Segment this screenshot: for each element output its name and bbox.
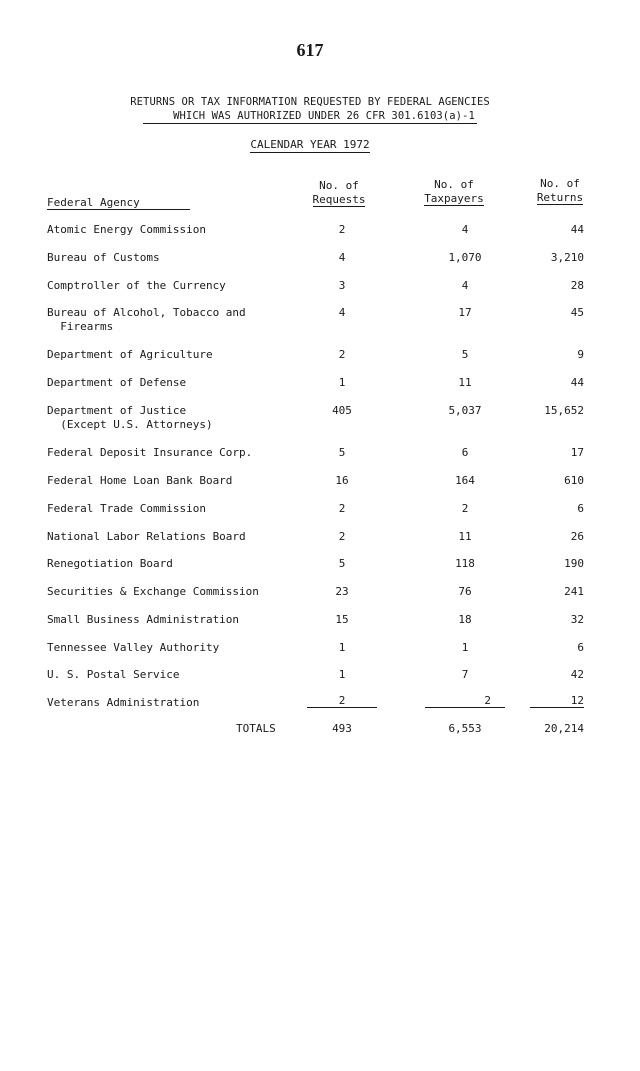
- requests-cell: 5: [338, 446, 346, 459]
- table-row: [0, 376, 640, 404]
- table-row: [0, 694, 640, 722]
- agency-cell: Department of Defense: [47, 376, 187, 389]
- returns-column-header: [530, 177, 590, 205]
- taxpayers-cell: 18: [458, 613, 472, 626]
- agency-cell: Federal Deposit Insurance Corp.: [47, 446, 253, 459]
- table-row: [0, 613, 640, 641]
- requests-header-line2: Requests: [312, 193, 366, 206]
- requests-cell: 1: [338, 668, 346, 681]
- taxpayers-cell: 1,070: [448, 251, 482, 264]
- requests-total: 493: [332, 722, 352, 735]
- returns-header-line1: No. of: [540, 177, 580, 190]
- returns-cell: 190: [564, 557, 584, 570]
- agency-cell: Bureau of Customs: [47, 251, 160, 264]
- table-row: [0, 279, 640, 307]
- requests-cell: 16: [335, 474, 349, 487]
- agency-cell: National Labor Relations Board: [47, 530, 246, 543]
- returns-cell: 15,652: [544, 404, 584, 417]
- taxpayers-cell: 4: [461, 279, 469, 292]
- requests-column-header: [305, 179, 373, 207]
- agency-cell: Veterans Administration: [47, 696, 200, 709]
- requests-cell: [300, 694, 384, 708]
- agency-cell: Tennessee Valley Authority: [47, 641, 220, 654]
- taxpayers-cell: 6: [461, 446, 469, 459]
- requests-cell: 1: [338, 641, 346, 654]
- subtitle-wrap: [0, 138, 620, 151]
- requests-cell: 405: [332, 404, 352, 417]
- returns-cell: 9: [577, 348, 584, 361]
- table-row: [0, 668, 640, 696]
- returns-cell: [520, 694, 584, 708]
- requests-cell: 2: [338, 502, 346, 515]
- title-line-2-wrap: [0, 110, 620, 124]
- returns-cell: 42: [570, 668, 584, 681]
- requests-cell: 3: [338, 279, 346, 292]
- table-row: [0, 641, 640, 669]
- agency-cell: Federal Home Loan Bank Board: [47, 474, 233, 487]
- taxpayers-cell: 4: [461, 223, 469, 236]
- taxpayers-cell: 2: [461, 502, 469, 515]
- totals-label: TOTALS: [236, 722, 276, 735]
- taxpayers-cell: [410, 694, 520, 708]
- requests-header-line1: No. of: [319, 179, 359, 192]
- returns-cell: 241: [564, 585, 584, 598]
- table-row: [0, 530, 640, 558]
- totals-row: [0, 722, 640, 750]
- returns-total: 20,214: [544, 722, 584, 735]
- taxpayers-cell: 164: [455, 474, 475, 487]
- taxpayers-cell: 7: [461, 668, 469, 681]
- agency-cell: Renegotiation Board: [47, 557, 173, 570]
- requests-cell: 1: [338, 376, 346, 389]
- table-row: [0, 474, 640, 502]
- agency-cell: U. S. Postal Service: [47, 668, 180, 681]
- taxpayers-cell: 11: [458, 530, 472, 543]
- taxpayers-cell: 1: [461, 641, 469, 654]
- taxpayers-cell: 76: [458, 585, 472, 598]
- taxpayers-header-line2: Taxpayers: [424, 192, 484, 205]
- agency-column-header: [47, 196, 190, 210]
- returns-cell: 610: [564, 474, 584, 487]
- table-row: [0, 348, 640, 376]
- agency-cell: Comptroller of the Currency: [47, 279, 226, 292]
- requests-cell: 5: [338, 557, 346, 570]
- requests-cell: 2: [338, 223, 346, 236]
- returns-cell: 44: [570, 376, 584, 389]
- returns-header-line2: Returns: [536, 191, 584, 204]
- taxpayers-cell: 118: [455, 557, 475, 570]
- agency-cell: Securities & Exchange Commission: [47, 585, 259, 598]
- requests-cell: 4: [338, 306, 346, 319]
- taxpayers-header-line1: No. of: [434, 178, 474, 191]
- table-row: [0, 585, 640, 613]
- requests-cell: 23: [335, 585, 349, 598]
- agency-cell: Federal Trade Commission: [47, 502, 206, 515]
- taxpayers-cell: 11: [458, 376, 472, 389]
- table-row: [0, 502, 640, 530]
- taxpayers-cell: 5,037: [448, 404, 482, 417]
- returns-cell: 45: [570, 306, 584, 319]
- taxpayers-cell: 17: [458, 306, 472, 319]
- table-row: [0, 557, 640, 585]
- returns-cell: 6: [577, 502, 584, 515]
- returns-cell: 17: [570, 446, 584, 459]
- agency-cell: Atomic Energy Commission: [47, 223, 206, 236]
- table-row: [0, 251, 640, 279]
- taxpayers-column-header: [412, 178, 496, 206]
- title-line-1: RETURNS OR TAX INFORMATION REQUESTED BY FEDERAL AGENCIES: [130, 96, 490, 108]
- table-row: [0, 446, 640, 474]
- requests-cell: 2: [338, 348, 346, 361]
- agency-cell: Department of Agriculture: [47, 348, 213, 361]
- agency-cell: Department of Justice (Except U.S. Attorneys): [47, 404, 213, 431]
- taxpayers-total: 6,553: [448, 722, 482, 735]
- returns-cell: 44: [570, 223, 584, 236]
- requests-cell: 2: [338, 530, 346, 543]
- taxpayers-last-value: 2: [425, 694, 505, 708]
- agency-cell: Bureau of Alcohol, Tobacco and Firearms: [47, 306, 246, 333]
- returns-cell: 32: [570, 613, 584, 626]
- returns-cell: 3,210: [550, 251, 584, 264]
- requests-last-value: 2: [307, 694, 377, 708]
- calendar-year-subtitle: CALENDAR YEAR 1972: [250, 138, 370, 151]
- returns-last-value: 12: [530, 694, 584, 708]
- requests-cell: 15: [335, 613, 349, 626]
- taxpayers-cell: 5: [461, 348, 469, 361]
- returns-cell: 28: [570, 279, 584, 292]
- agency-cell: Small Business Administration: [47, 613, 240, 626]
- agency-header-label: Federal Agency: [47, 196, 190, 210]
- requests-cell: 4: [338, 251, 346, 264]
- returns-cell: 26: [570, 530, 584, 543]
- table-row: [0, 223, 640, 251]
- page-number: 617: [296, 40, 324, 60]
- table-row: [0, 306, 640, 334]
- returns-cell: 6: [577, 641, 584, 654]
- title-line-2: WHICH WAS AUTHORIZED UNDER 26 CFR 301.6103(a)-1: [143, 110, 477, 124]
- table-row: [0, 404, 640, 432]
